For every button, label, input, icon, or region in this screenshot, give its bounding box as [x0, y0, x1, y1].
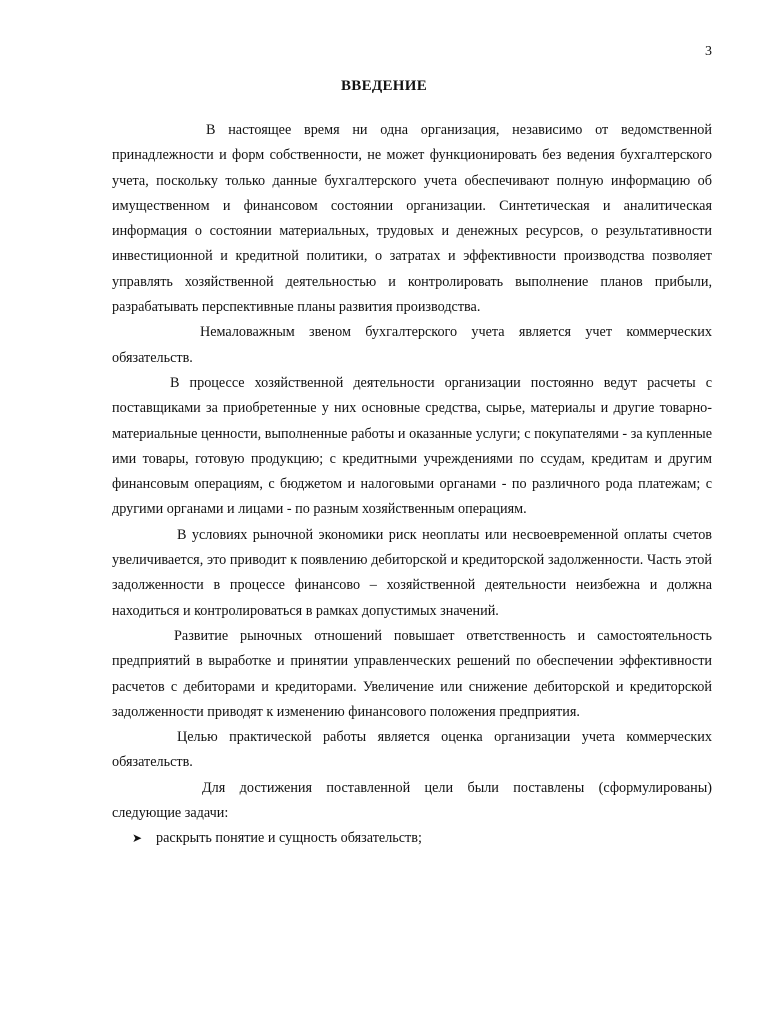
- document-body: [112, 118, 712, 852]
- arrow-bullet-icon: ➤: [132, 831, 143, 846]
- page-title: ВВЕДЕНИЕ: [340, 78, 428, 94]
- paragraph-goal: Целью практической работы является оценка организации учета коммерческих обязательств.: [112, 729, 712, 771]
- paragraph-commercial-obligations: Немаловажным звеном бухгалтерского учета является учет коммерческих обязательств.: [112, 324, 712, 366]
- list-item: [112, 826, 712, 851]
- paragraph-market-risk: В условиях рыночной экономики риск неоплаты или несвоевременной оплаты счетов увеличивается, это приводит к появлению дебиторской и кредиторской задолженности. Часть этой задолженности в процессе финансово – хозяйственной деятельности неизбежна и должна находиться и контролироваться в рамках допустимых значений.: [112, 526, 712, 619]
- page-number: 3: [705, 44, 712, 59]
- list-item-text: раскрыть понятие и сущность обязательств;: [156, 830, 422, 847]
- paragraph-settlements: В процессе хозяйственной деятельности организации постоянно ведут расчеты с поставщиками за приобретенные у них основные средства, сырье, материалы и другие товарно-материальные ценности, выполненные работы и оказанные услуги; с покупателями - за купленные ими товары, готовую продукцию; с кредитными учреждениями по ссудам, кредитам и другим финансовым операциям, с бюджетом и налоговыми органами - по различного рода платежам; с другими органами и лицами - по разным хозяйственным операциям.: [112, 374, 712, 518]
- paragraph-intro: В настоящее время ни одна организация, независимо от ведомственной принадлежности и форм собственности, не может функционировать без ведения бухгалтерского учета, поскольку только данные бухгалтерского учета обеспечивают полную информацию об имущественном и финансовом состоянии организации. Синтетическая и аналитическая информация о состоянии материальных, трудовых и денежных ресурсов, о результативности инвестиционной и кредитной политики, о затратах и эффективности производства позволяет управлять хозяйственной деятельностью и контролировать выполнение планов прибыли, разрабатывать перспективные планы развития производства.: [112, 122, 712, 316]
- paragraph-tasks: Для достижения поставленной цели были поставлены (сформулированы) следующие задачи:: [112, 779, 712, 822]
- paragraph-market-relations: Развитие рыночных отношений повышает ответственность и самостоятельность предприятий в выработке и принятии управленческих решений по обеспечении эффективности расчетов с дебиторами и кредиторами. Увеличение или снижение дебиторской и кредиторской задолженности приводят к изменению финансового положения предприятия.: [112, 627, 712, 720]
